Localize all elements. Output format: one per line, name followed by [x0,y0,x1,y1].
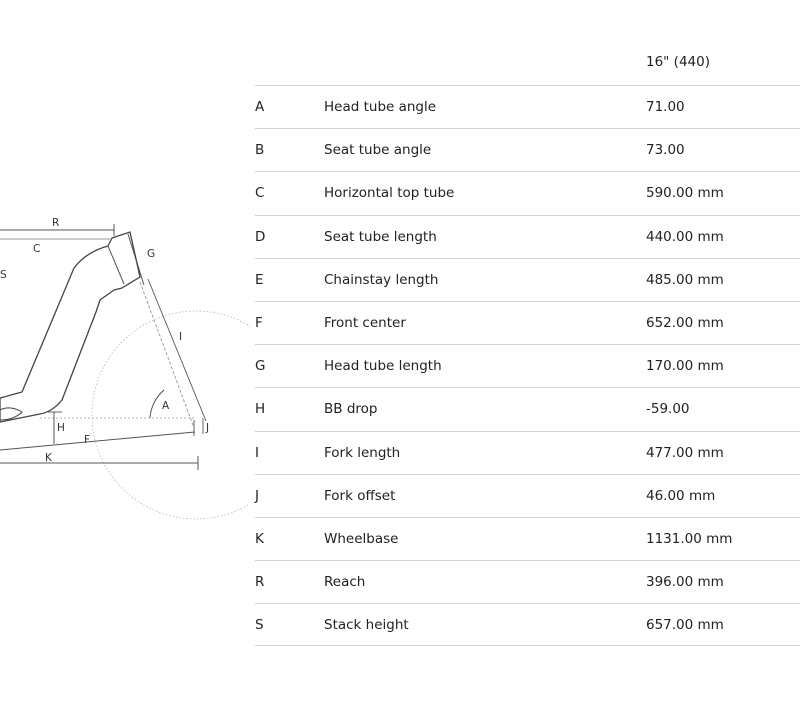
row-value: 73.00 [646,142,685,159]
row-code: A [255,99,265,115]
table-row [255,517,800,560]
row-label: Horizontal top tube [324,185,455,202]
front-center-dimension-line [0,432,195,450]
row-value: 477.00 mm [646,444,724,461]
row-value: 396.00 mm [646,574,724,591]
diagram-label-s: S [0,269,7,281]
row-label: Stack height [324,617,409,634]
diagram-label-h: H [57,422,65,434]
table-row [255,344,800,387]
row-label: Front center [324,314,406,331]
row-code: I [255,444,259,461]
row-value: 440.00 mm [646,228,724,245]
row-label: Chainstay length [324,271,439,288]
row-value: 652.00 mm [646,314,724,331]
row-code: J [255,487,259,504]
row-code: S [255,617,264,634]
row-value: 590.00 mm [646,185,724,202]
row-value: 1131.00 mm [646,530,733,547]
fork-length-dimension-line [148,279,206,421]
row-code: R [255,574,265,591]
diagram-label-g: G [147,248,156,260]
frame-geometry-diagram [0,0,250,709]
diagram-label-j: J [206,422,210,434]
row-value: 657.00 mm [646,617,724,634]
diagram-label-f: F [84,434,91,446]
table-row [255,431,800,474]
table-row [255,474,800,517]
table-row [255,387,800,430]
row-label: Head tube length [324,358,442,375]
diagram-label-a: A [162,400,170,412]
row-code: K [255,530,264,547]
row-value: 170.00 mm [646,358,724,375]
bike-frame-outline [0,232,140,422]
row-code: B [255,142,265,159]
table-row [255,301,800,344]
row-code: F [255,314,263,331]
row-label: Head tube angle [324,99,437,115]
row-label: Seat tube angle [324,142,432,159]
frame-inner-line [108,246,124,284]
diagram-label-c: C [33,243,41,255]
size-column-header: 16" (440) [646,54,710,70]
row-label: BB drop [324,401,378,418]
row-value: 71.00 [646,99,685,115]
table-row [255,603,800,646]
row-value: 46.00 mm [646,487,716,504]
row-label: Fork length [324,444,401,461]
row-value: -59.00 [646,401,690,418]
row-code: G [255,358,266,375]
table-row [255,215,800,258]
row-code: H [255,401,266,418]
row-label: Reach [324,574,366,591]
table-row [255,171,800,214]
row-code: C [255,185,265,202]
front-wheel-outline [92,311,250,519]
table-row [255,258,800,301]
table-row [255,560,800,603]
row-label: Wheelbase [324,530,399,547]
geometry-table [255,85,800,646]
row-label: Fork offset [324,487,396,504]
row-label: Seat tube length [324,228,437,245]
table-row [255,85,800,128]
row-code: D [255,228,266,245]
diagram-label-r: R [52,217,60,229]
row-code: E [255,271,264,288]
table-row [255,128,800,171]
diagram-label-k: K [45,452,52,464]
diagram-label-i: I [179,331,183,343]
row-value: 485.00 mm [646,271,724,288]
